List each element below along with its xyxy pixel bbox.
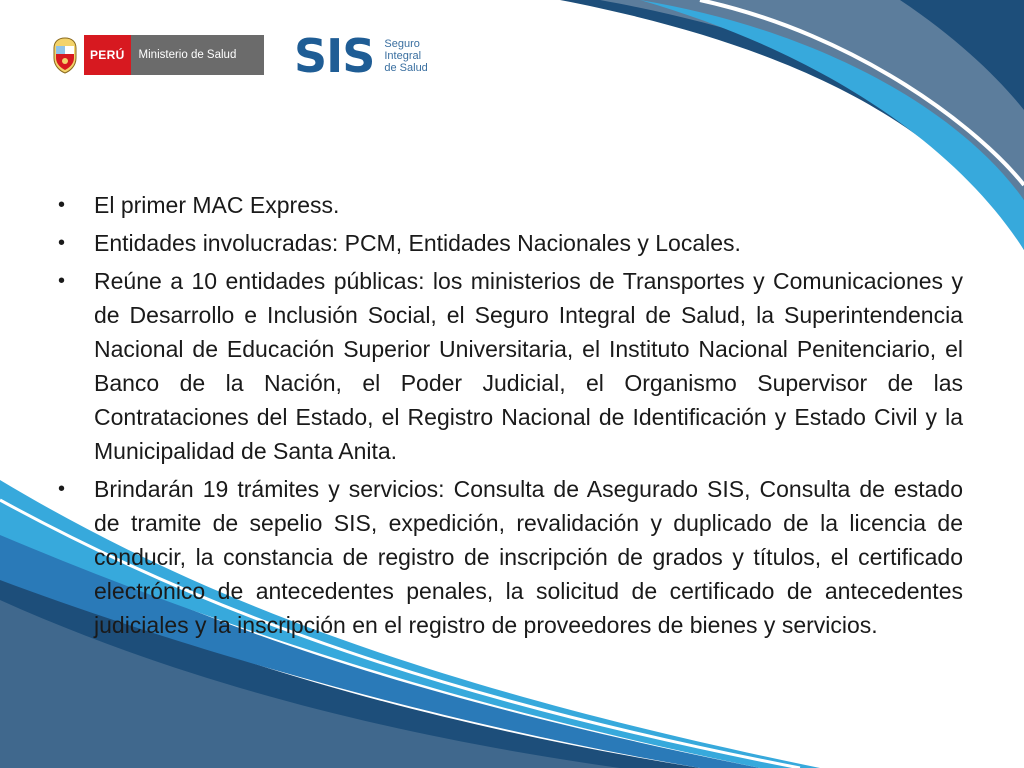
bullet-item [58,226,963,260]
bullet-item [58,472,963,642]
bullet-list-container [58,188,963,646]
bullet-item [58,188,963,222]
bullet-icon: • [58,270,66,292]
bullet-list [58,188,963,642]
sis-subtitle-line: de Salud [384,62,428,74]
bullet-text: El primer MAC Express. [94,192,340,218]
peru-label: PERÚ [84,35,131,75]
coat-of-arms-icon [50,35,80,75]
sis-subtitle-line: Seguro [384,38,420,50]
sis-subtitle [384,38,427,74]
sis-subtitle-line: Integral [384,50,422,62]
sis-mark: SIS [294,29,375,83]
bullet-icon: • [58,232,66,254]
bullet-icon: • [58,478,66,500]
bullet-text: Brindarán 19 trámites y servicios: Consulta de Asegurado SIS, Consulta de estado de tramite de sepelio SIS, expedición, revalidación y duplicado de la licencia de conducir, la constancia de registro de inscripción de grados y títulos, el certificado electrónico de antecedentes penales, la solicitud de certificado de antecedentes judiciales y la inscripción en el registro de proveedores de bienes y servicios. [94,476,963,638]
bullet-icon: • [58,194,66,216]
ministry-label: Ministerio de Salud [131,35,265,75]
sis-logo [294,29,428,83]
ministerio-salud-logo [50,35,264,75]
bullet-text: Entidades involucradas: PCM, Entidades Nacionales y Locales. [94,230,741,256]
bullet-item [58,264,963,468]
bullet-text: Reúne a 10 entidades públicas: los ministerios de Transportes y Comunicaciones y de Desarrollo e Inclusión Social, el Seguro Integral de Salud, la Superintendencia Nacional de Educación Superior Universitaria, el Instituto Nacional Penitenciario, el Banco de la Nación, el Poder Judicial, el Organismo Supervisor de las Contrataciones del Estado, el Registro Nacional de Identificación y Estado Civil y la Municipalidad de Santa Anita. [94,268,963,464]
